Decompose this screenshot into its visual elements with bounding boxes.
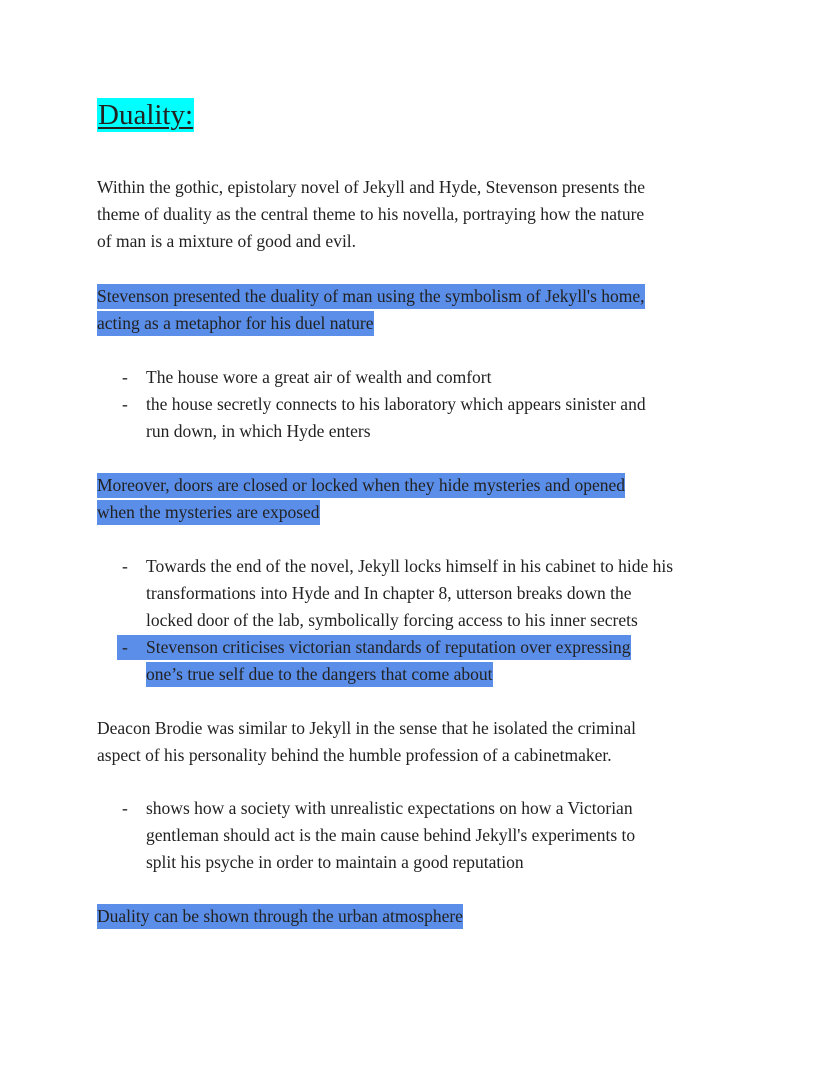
text-line: run down, in which Hyde enters	[146, 421, 371, 441]
text-line: Towards the end of the novel, Jekyll locks himself in his cabinet to hide his	[146, 556, 674, 576]
dash-bullet-icon: -	[122, 394, 128, 414]
heading-duality: Duality:	[98, 99, 194, 131]
text-line: Duality can be shown through the urban atmosphere	[97, 904, 463, 929]
dash-bullet-icon: -	[122, 367, 128, 387]
text-line: one’s true self due to the dangers that come about	[146, 662, 493, 687]
highlighted-paragraph-doors	[97, 472, 625, 526]
text-line: the house secretly connects to his laboratory which appears sinister and	[146, 394, 646, 414]
text-line: split his psyche in order to maintain a good reputation	[146, 852, 524, 872]
text-line: aspect of his personality behind the humble profession of a cabinetmaker.	[97, 745, 612, 765]
text-line: of man is a mixture of good and evil.	[97, 231, 357, 251]
text-line: Deacon Brodie was similar to Jekyll in the sense that he isolated the criminal	[97, 718, 636, 738]
bullet-item	[117, 391, 646, 445]
text-line: Stevenson criticises victorian standards of reputation over expressing	[146, 635, 631, 660]
intro-paragraph	[97, 174, 645, 255]
bullet-item-highlighted	[117, 634, 631, 688]
text-line: Within the gothic, epistolary novel of Jekyll and Hyde, Stevenson presents the	[97, 177, 646, 197]
bullet-item	[117, 553, 673, 634]
highlighted-paragraph-urban	[97, 903, 463, 930]
text-line: Moreover, doors are closed or locked when they hide mysteries and opened	[97, 473, 625, 498]
text-line: locked door of the lab, symbolically forcing access to his inner secrets	[146, 610, 638, 630]
highlighted-paragraph-home	[97, 283, 645, 337]
dash-bullet-icon: -	[122, 556, 128, 576]
dash-bullet-icon: -	[122, 637, 128, 657]
text-line: Stevenson presented the duality of man using the symbolism of Jekyll's home,	[97, 284, 645, 309]
text-line: acting as a metaphor for his duel nature	[97, 311, 374, 336]
text-line: The house wore a great air of wealth and comfort	[146, 367, 492, 387]
text-line: shows how a society with unrealistic expectations on how a Victorian	[146, 798, 633, 818]
text-line: when the mysteries are exposed	[97, 500, 320, 525]
bullet-item	[117, 795, 635, 876]
text-line: transformations into Hyde and In chapter 8, utterson breaks down the	[146, 583, 632, 603]
text-line: theme of duality as the central theme to his novella, portraying how the nature	[97, 204, 645, 224]
dash-bullet-icon: -	[122, 798, 128, 818]
bullet-item	[117, 364, 491, 391]
brodie-paragraph	[97, 715, 636, 769]
text-line: gentleman should act is the main cause behind Jekyll's experiments to	[146, 825, 636, 845]
